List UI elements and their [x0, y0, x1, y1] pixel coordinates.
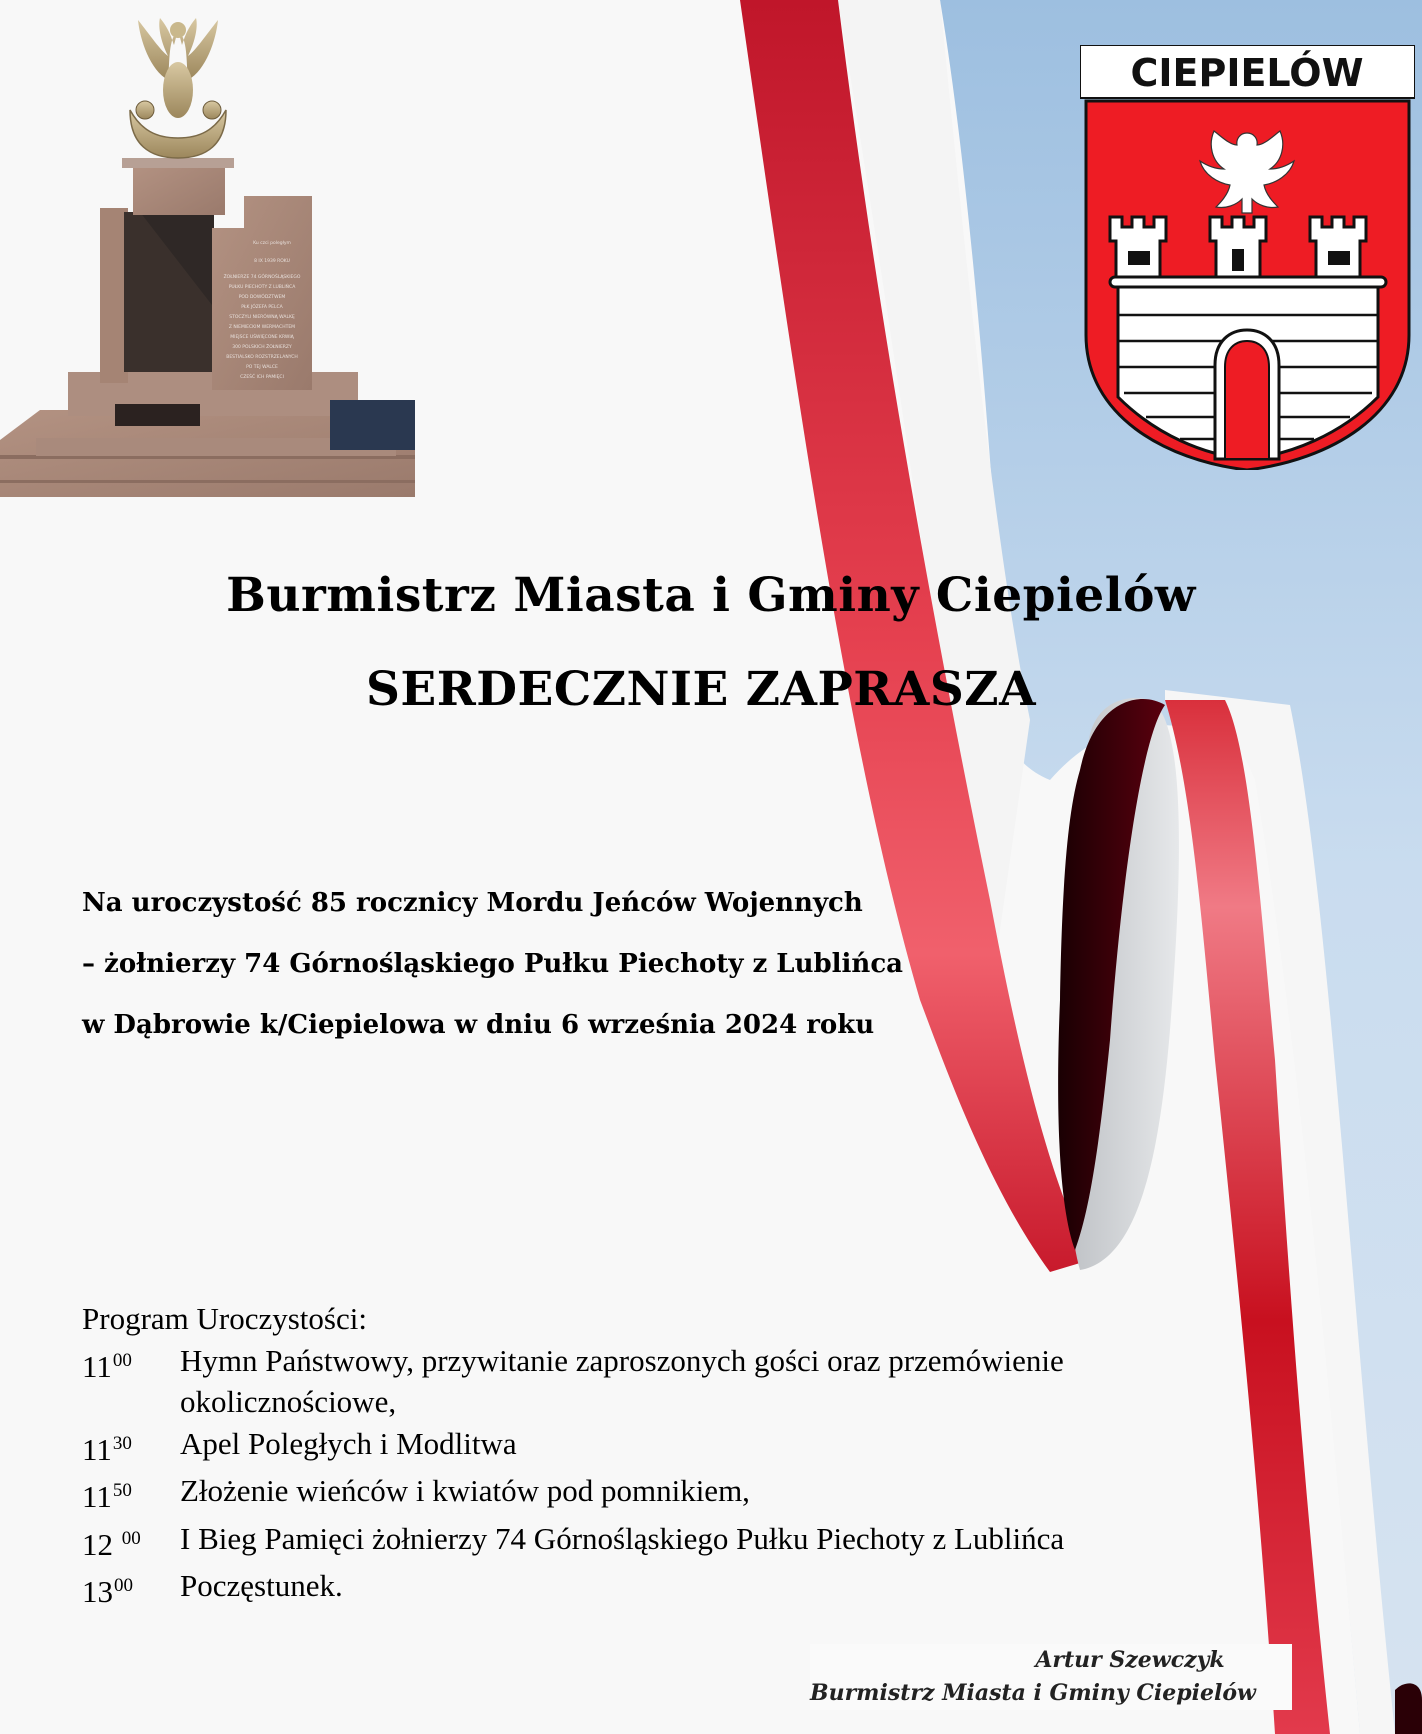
program-time: $11^{00}$ [82, 1348, 132, 1384]
program-item [82, 1565, 1262, 1613]
svg-text:BESTIALSKO ROZSTRZELANYCH: BESTIALSKO ROZSTRZELANYCH [226, 355, 298, 360]
program-item [82, 1423, 1262, 1471]
program-section [82, 1298, 1262, 1613]
svg-text:POD DOWÓDZTWEM: POD DOWÓDZTWEM [238, 295, 286, 300]
program-desc: I Bieg Pamięci żołnierzy 74 Górnośląskiego Pułku Piechoty z Lublińca [180, 1520, 1065, 1556]
coat-of-arms [1080, 45, 1415, 470]
signatory-role: Burmistrz Miasta i Gminy Ciepielów [810, 1680, 1256, 1706]
monument-photo [0, 0, 420, 500]
event-intro [82, 873, 903, 1056]
program-desc: Poczęstunek. [180, 1568, 343, 1603]
municipality-label: CIEPIELÓW [1130, 51, 1364, 95]
program-desc: Złożenie wieńców i kwiatów pod pomnikiem, [180, 1473, 750, 1508]
signature-block [810, 1644, 1292, 1710]
intro-line: w Dąbrowie k/Ciepielowa w dniu 6 września 2024 roku [82, 1010, 875, 1040]
svg-text:8 IX 1939 ROKU: 8 IX 1939 ROKU [254, 259, 290, 264]
program-item [82, 1340, 1262, 1423]
svg-text:STOCZYLI NIERÓWNĄ WALKĘ: STOCZYLI NIERÓWNĄ WALKĘ [229, 315, 295, 320]
intro-line: – żołnierzy 74 Górnośląskiego Pułku Piechoty z Lublińca [82, 949, 903, 979]
svg-text:PO TEJ WALCE: PO TEJ WALCE [246, 365, 278, 370]
svg-text:300 POLSKICH ŻOŁNIERZY: 300 POLSKICH ŻOŁNIERZY [232, 345, 292, 350]
program-heading: Program Uroczystości: [82, 1301, 367, 1336]
svg-text:ŻOŁNIERZE 74 GÓRNOŚLĄSKIEGO: ŻOŁNIERZE 74 GÓRNOŚLĄSKIEGO [223, 275, 301, 280]
svg-text:PUŁKU PIECHOTY Z LUBLIŃCA: PUŁKU PIECHOTY Z LUBLIŃCA [228, 285, 296, 290]
intro-line: Na uroczystość 85 rocznicy Mordu Jeńców Wojennych [82, 888, 863, 918]
page-title: Burmistrz Miasta i Gminy Ciepielów [226, 568, 1196, 623]
svg-text:Ku czci poległym: Ku czci poległym [253, 241, 291, 246]
svg-text:Z NIEMIECKIM WERMACHTEM: Z NIEMIECKIM WERMACHTEM [228, 325, 296, 330]
page-subtitle: SERDECZNIE ZAPRASZA [365, 662, 1037, 717]
program-desc: Hymn Państwowy, przywitanie zaproszonych gości oraz przemówienie [180, 1342, 1064, 1378]
program-time: $13^{00}$ [82, 1574, 133, 1609]
svg-text:CZEŚĆ ICH PAMIĘCI: CZEŚĆ ICH PAMIĘCI [240, 375, 284, 380]
program-desc: Apel Poległych i Modlitwa [180, 1425, 517, 1461]
program-item [82, 1518, 1262, 1566]
program-time: 12 $^{00}$ [82, 1526, 141, 1562]
svg-text:PŁK JÓZEFA PELCA: PŁK JÓZEFA PELCA [241, 305, 283, 310]
signatory-name: Artur Szewczyk [1035, 1647, 1225, 1673]
program-time: $11^{50}$ [82, 1479, 132, 1514]
svg-text:MIEJSCE UŚWIĘCONE KRWIĄ: MIEJSCE UŚWIĘCONE KRWIĄ [230, 335, 294, 340]
program-desc: okolicznościowe, [180, 1384, 397, 1419]
eagle-emblem-icon [130, 18, 226, 158]
program-item [82, 1470, 1262, 1518]
program-time: $11^{30}$ [82, 1431, 132, 1467]
